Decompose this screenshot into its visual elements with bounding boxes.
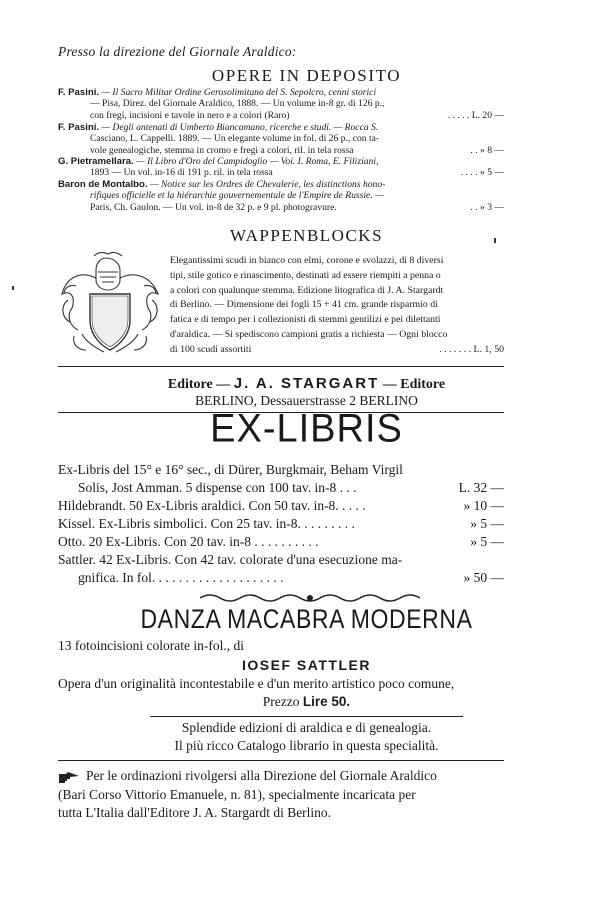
publisher-label-left: Editore — <box>167 377 231 392</box>
opere-entry-4 <box>58 179 504 213</box>
entry-line: vole genealogiche, stemma in cromo e fregi a colori, ril. in tela rossa <box>90 144 354 156</box>
exlibris-item <box>58 551 504 569</box>
publisher-name: J. A. STARGART <box>233 375 380 392</box>
price-value: Lire 50. <box>302 694 351 709</box>
exlibris-item <box>78 569 504 587</box>
wappen-last-line: di 100 scudi assortiti <box>170 343 252 355</box>
price-label: Prezzo <box>262 694 300 709</box>
entry-author: Baron de Montalbo. <box>58 179 148 190</box>
wappen-line: fatica e di tempo per i collezionisti di stemmi gentilizi e pei dilettanti <box>170 314 441 326</box>
opere-heading: OPERE IN DEPOSITO <box>211 66 402 85</box>
exlibris-item <box>58 497 504 515</box>
danza-author: IOSEF SATTLER <box>242 657 371 673</box>
item-text: Ex-Libris del 15° e 16° sec., di Dürer, Burgkmair, Beham Virgil <box>58 462 403 477</box>
wappen-price: . . . . . . . L. 1, 50 <box>439 343 504 355</box>
entry-price: . . . . » 5 — <box>460 167 504 179</box>
divider <box>58 366 504 367</box>
entry-line: — Il Libro d'Oro del Campidoglio — Voi. I. Roma, E. Filiziani, <box>136 156 379 167</box>
wappen-line: a colori con qualunque stemma. Edizione litografica di J. A. Stargardt <box>170 284 444 296</box>
divider <box>58 760 504 761</box>
opere-entry-1 <box>58 87 504 121</box>
orders-line: Per le ordinazioni rivolgersi alla Direzione del Giornale Araldico <box>86 768 437 783</box>
entry-price: . . » 3 — <box>470 201 504 213</box>
danza-description: Opera d'un originalità incontestabile e d'un merito artistico poco comune, <box>58 676 455 691</box>
wappen-line: tipi, stile gotico e rinascimento, destinati ad essere riempiti a penna o <box>170 269 441 281</box>
danza-heading: DANZA MACABRA MODERNA <box>140 603 473 634</box>
publisher-label-right: — Editore <box>382 377 446 392</box>
item-price: » 10 — <box>463 498 504 513</box>
entry-line: — Degli antenati di Umberto Biancamano, ricerche e studi. — Rocca S. <box>101 122 379 133</box>
wappen-description <box>170 254 504 358</box>
orders-line: (Bari Corso Vittorio Emanuele, n. 81), specialmente incaricata per <box>58 786 416 802</box>
publisher-address: BERLINO, Dessauerstrasse 2 BERLINO <box>195 393 418 408</box>
item-price: L. 32 — <box>458 480 504 495</box>
item-price: » 5 — <box>470 516 504 531</box>
exlibris-item <box>78 479 504 497</box>
item-text: Hildebrandt. 50 Ex-Libris araldici. Con 50 tav. in-8. . . . . <box>58 498 366 513</box>
heraldic-crest-illustration <box>56 250 164 358</box>
entry-line: rifiques officielle et la hiérarchie gouvernementale de l'Empire de Russie. — <box>90 190 384 202</box>
entry-author: F. Pasini. <box>58 122 100 133</box>
exlibris-heading: EX-LIBRIS <box>210 406 403 452</box>
entry-price: . . » 8 — <box>470 144 504 156</box>
catalog-line-1: Splendide edizioni di araldica e di genealogia. <box>181 720 432 735</box>
print-speck <box>494 238 496 243</box>
catalog-line-2: Il più ricco Catalogo librario in questa specialità. <box>174 738 439 753</box>
entry-line: — Notice sur les Ordres de Chevalerie, les distinctions hono- <box>149 179 386 190</box>
entry-line: con fregi, incisioni e tavole in nero e a colori (Raro) <box>90 109 290 121</box>
entry-line: Casciano, L. Cappelli. 1889. — Un elegante volume in fol. di 26 p., con ta- <box>90 133 380 145</box>
exlibris-item <box>58 461 504 479</box>
wappen-line: di Berlino. — Dimensione dei fogli 15 + 41 cm. grande risparmio di <box>170 299 438 311</box>
opere-entry-3 <box>58 156 504 179</box>
print-speck <box>12 286 14 290</box>
entry-line: — Il Sacro Militar Ordine Gerosolimitano del S. Sepolcro, cenni storici <box>101 87 377 98</box>
divider <box>150 716 463 717</box>
exlibris-item <box>58 533 504 551</box>
opere-entry-2 <box>58 122 504 156</box>
entry-line: 1893 — Un vol. in-16 di 191 p. ril. in tela rossa <box>90 167 273 179</box>
wappen-line: d'araldica. — Si spediscono campioni gratis a richiesta — Ogni blocco <box>170 328 448 340</box>
entry-line: — Pisa, Direz. del Giornale Araldico, 1888. — Un volume in-8 gr. di 126 p., <box>90 98 385 110</box>
danza-subtitle: 13 fotoincisioni colorate in-fol., di <box>58 638 244 653</box>
item-price: » 50 — <box>463 570 504 585</box>
item-price: » 5 — <box>470 534 504 549</box>
item-text: gnifica. In fol. . . . . . . . . . . . . . . . . . . . <box>78 570 284 585</box>
entry-price: . . . . . L. 20 — <box>447 109 504 121</box>
intro-line: Presso la direzione del Giornale Araldico: <box>58 44 297 59</box>
danza-price <box>0 694 613 710</box>
item-text: Otto. 20 Ex-Libris. Con 20 tav. in-8 . . . . . . . . . . <box>58 534 319 549</box>
entry-author: F. Pasini. <box>58 87 100 98</box>
item-text: Sattler. 42 Ex-Libris. Con 42 tav. colorate d'una esecuzione ma- <box>58 552 403 567</box>
publisher-line <box>0 375 613 393</box>
item-text: Solis, Jost Amman. 5 dispense con 100 tav. in-8 . . . <box>78 480 357 495</box>
entry-line: Paris, Ch. Gaulon. — Un vol. in-8 de 32 p. e 9 pl. photogravure. <box>90 201 337 213</box>
exlibris-item <box>58 515 504 533</box>
ornamental-divider <box>200 592 420 604</box>
orders-line: tutta L'Italia dall'Editore J. A. Stargardt di Berlino. <box>58 805 332 820</box>
orders-paragraph <box>58 767 504 823</box>
entry-author: G. Pietramellara. <box>58 156 134 167</box>
item-text: Kissel. Ex-Libris simbolici. Con 25 tav. in-8. . . . . . . . . <box>58 516 355 531</box>
wappen-heading: WAPPENBLOCKS <box>229 226 384 245</box>
wappen-line: Elegantissimi scudi in bianco con elmi, corone e svolazzi, di 8 diversi <box>170 255 444 266</box>
